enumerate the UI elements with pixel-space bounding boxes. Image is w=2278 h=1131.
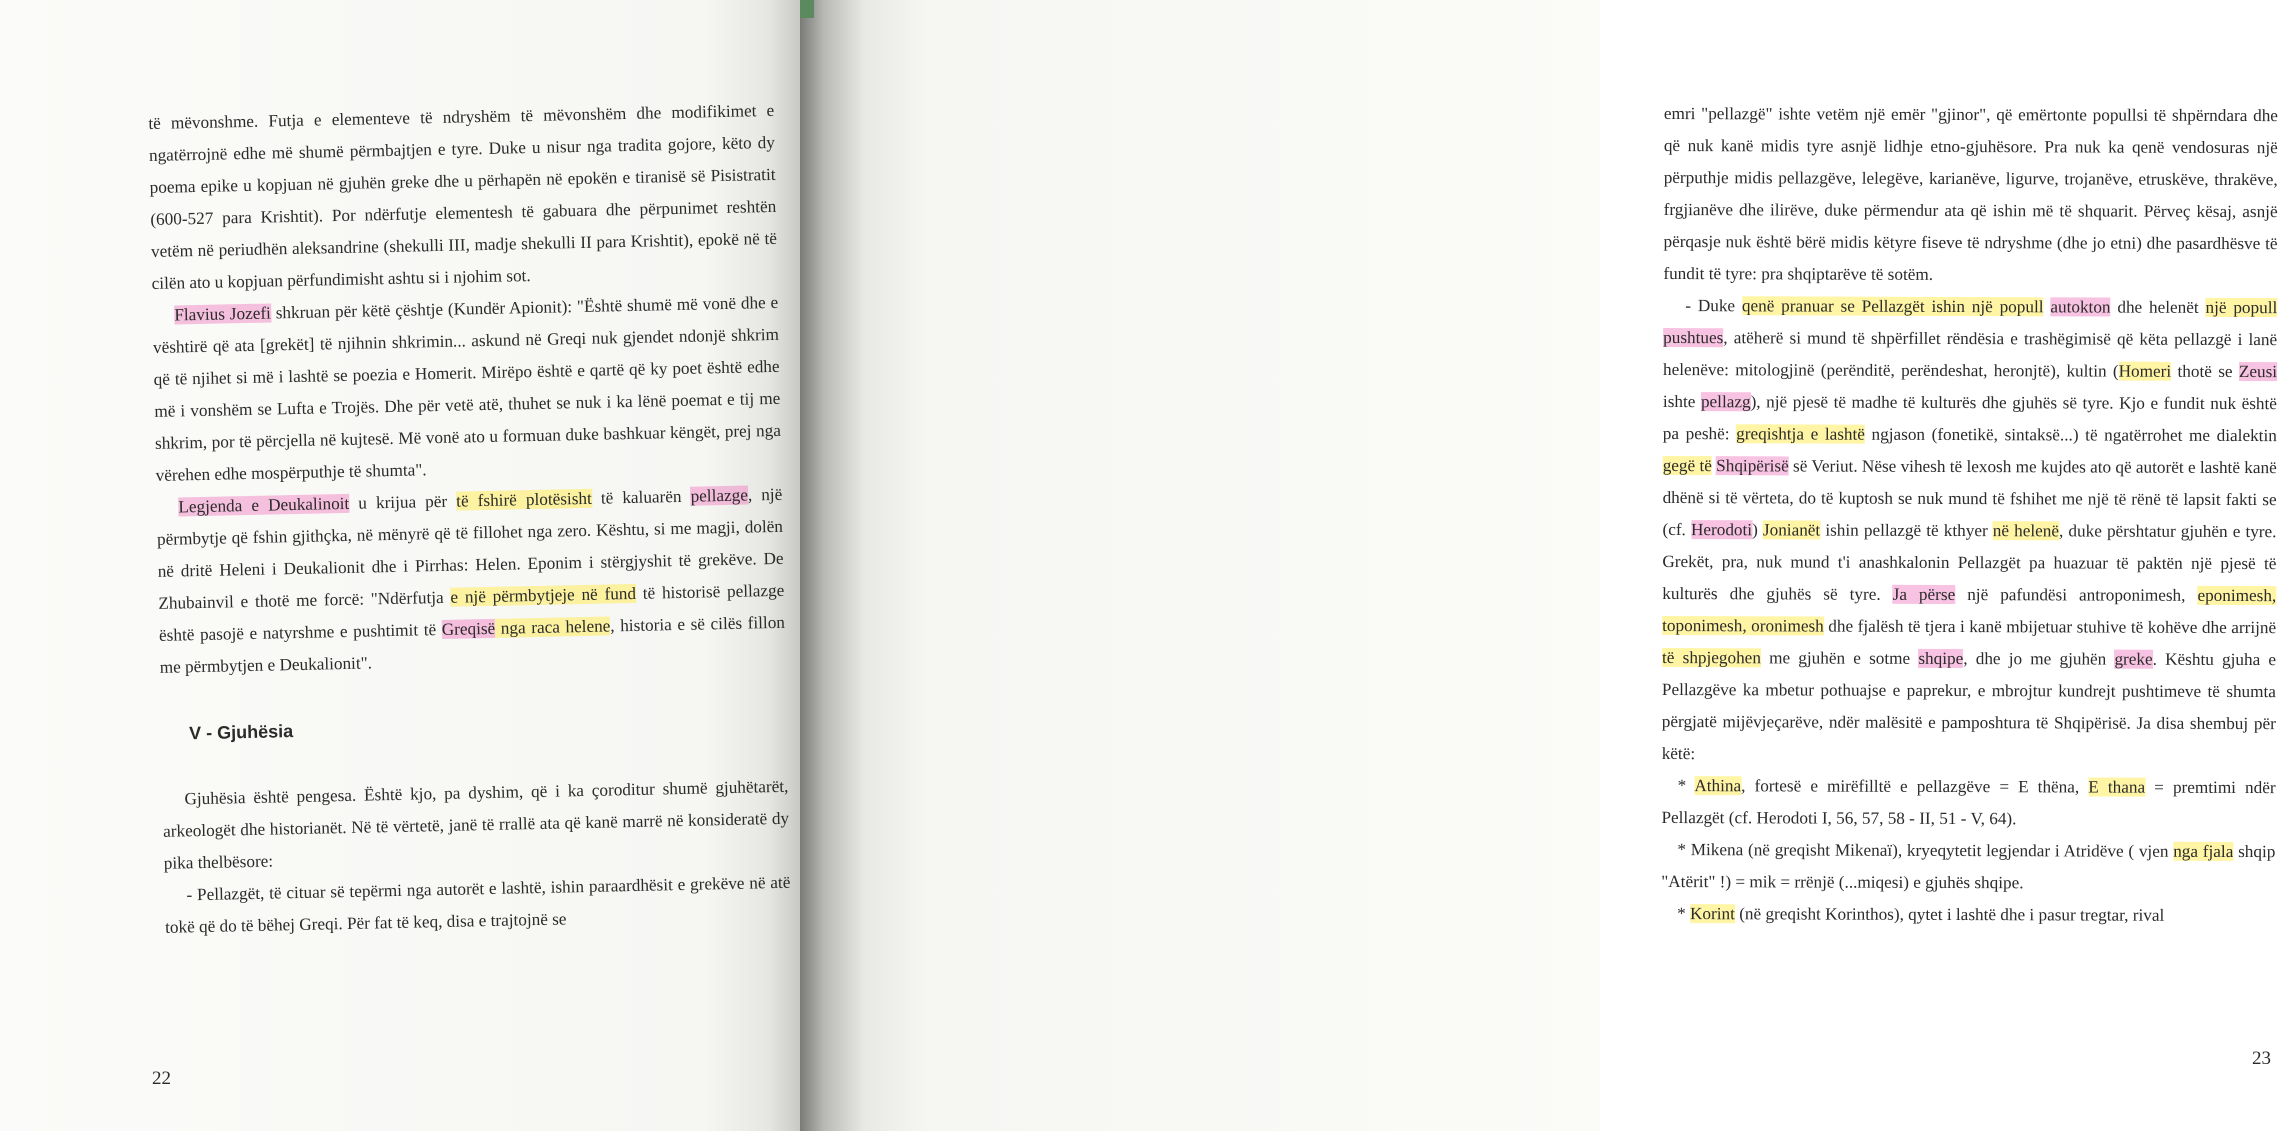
section-heading: V - Gjuhësia	[188, 721, 294, 744]
left-paragraph-2	[152, 287, 782, 492]
highlighted-text-pink: Herodoti	[1690, 520, 1753, 540]
highlighted-text-pink: greke	[2114, 649, 2153, 669]
highlighted-text-pink: pushtues	[1663, 327, 1724, 348]
text-run: ishte	[1662, 391, 1702, 412]
text-run: thotë se	[2171, 361, 2239, 382]
example-korint	[1661, 898, 2275, 932]
text-run: shqip "Atërit" !) = mik = rrënjë (...miqesi) e gjuhës shqipe.	[1661, 841, 2276, 893]
right-paragraph-1	[1663, 98, 2278, 292]
text-run: të kaluarën	[591, 486, 691, 508]
page-number-left: 22	[152, 1068, 171, 1089]
highlighted-text-yellow: greqishtja e lashtë	[1736, 424, 1865, 444]
highlighted-text-pink: Zeusi	[2238, 362, 2278, 382]
text-run: një pafundësi antroponimesh,	[1955, 585, 2198, 605]
text-run: = premtimi ndër Pellazgët (cf. Herodoti I, 56, 57, 58 - II, 51 - V, 64).	[1661, 777, 2276, 829]
left-paragraph-4	[162, 771, 790, 880]
highlighted-text-yellow: E thana	[2088, 777, 2146, 797]
highlighted-text-pink: autokton	[2050, 297, 2111, 317]
left-paragraph-3	[156, 479, 786, 684]
text-run: , një përmbytje që fshin gjithçka, në mënyrë që të fillohet nga zero. Kështu, si me magji, dolën në dritë Heleni i Deukalionit dhe i Pirrhas: Helen. Eponim i stërgjyshit të grekëve. De Zhubainvil e thotë me forcë: "Ndërfutja	[156, 484, 784, 613]
highlighted-text-pink: Legjenda e Deukalinoit	[178, 493, 350, 517]
highlighted-text-yellow: gegë të	[1662, 455, 1712, 476]
text-run: - Duke	[1685, 296, 1742, 316]
text-run: ishin pellazgë të kthyer	[1820, 520, 1993, 541]
text-run: dhe helenët	[2110, 297, 2206, 317]
left-paragraph-5	[164, 867, 791, 944]
page-number-right: 23	[2252, 1048, 2271, 1069]
right-paragraph-2	[1662, 290, 2278, 772]
highlighted-text-yellow: të fshirë plotësisht	[455, 488, 592, 511]
highlighted-text-pink: shqipe	[1918, 648, 1964, 669]
gutter-tab-mark	[800, 0, 814, 18]
highlighted-text-yellow: nga raca helene	[494, 616, 611, 638]
text-run: shkruan për këtë çështje (Kundër Apionit): "Është shumë më vonë dhe e vështirë që ata [grekët] të njihnin shkrimin... askund në Greqi nuk gjendet ndonjë shkrim që të njihet si më i lashtë se poezia e Homerit. Mirëpo është e qartë që ky poet është edhe më i vonshëm se Lufta e Trojës. Dhe për vetë atë, thuhet se nuk i ka lënë poemat e tij me shkrim, por të përcjella në kujtesë. Më vonë ato u formuan duke bashkuar këngët, prej nga vërehen edhe mospërputhje të shumta".	[152, 292, 782, 485]
highlighted-text-yellow: nga fjala	[2173, 841, 2234, 861]
highlighted-text-pink: Flavius Jozefi	[174, 303, 272, 325]
text-run: , fortesë e mirëfilltë e pellazgëve = E thëna,	[1741, 776, 2089, 797]
text-run: , historia e së cilës fillon me përmbytjen e Deukalionit".	[159, 612, 786, 677]
highlighted-text-yellow: një popull	[2205, 297, 2278, 318]
highlighted-text-yellow: të shpjegohen	[1662, 647, 1761, 668]
highlighted-text-yellow: eponimesh, toponimesh, oronimesh	[1662, 585, 2277, 636]
text-run: , atëherë si mund të shpërfillet rëndësia e trashëgimisë që këta pellazgë i lanë helenëve: mitologjinë (perënditë, perëndeshat, heronjtë), kultin (	[1663, 328, 2278, 381]
highlighted-text-yellow: qenë pranuar se Pellazgët ishin një popull	[1741, 296, 2044, 317]
text-run: , duke përshtatur gjuhën e tyre. Grekët, pra, nuk mund t'i anashkalonin Pellazgët pa huazuar të paktën një pjesë të kulturës dhe gjuhës së tyre.	[1662, 521, 2277, 604]
example-athina	[1661, 770, 2275, 836]
highlighted-text-yellow: Jonianët	[1762, 520, 1821, 540]
left-paragraph-1	[148, 95, 778, 300]
highlighted-text-pink: Greqisë	[441, 618, 496, 639]
highlighted-text-yellow: e një përmbytjeje në fund	[450, 583, 637, 607]
left-page	[0, 0, 800, 1131]
highlighted-text-pink: pellazge	[690, 485, 749, 506]
text-run: së Veriut. Nëse vihesh të lexosh me kujdes ato që autorët e lashtë kanë dhënë si të vërteta, do të kuptosh se nuk mund të fshihet me një të rënë të lapsit fakti se (cf.	[1662, 456, 2277, 540]
highlighted-text-pink: Ja përse	[1892, 584, 1956, 605]
text-run: - Pellazgët, të cituar së tepërmi nga autorët e lashtë, ishin paraardhësit e grekëve në atë tokë që do të bëhej Greqi. Për fat të keq, disa e trajtojnë se	[164, 872, 791, 937]
highlighted-text-pink: Shqipërisë	[1716, 456, 1789, 476]
text-run: emri "pellazgë" ishte vetëm një emër "gjinor", që emërtonte popullsi të shpërndara dhe që nuk kanë midis tyre asnjë lidhje etno-gjuhësore. Pra nuk ka qenë vendosuras një përputhje midis pellazgëve, lelegëve, karianëve, ligurve, trojanëve, etruskëve, thrakëve, frgjianëve dhe ilirëve, duke përmendur ata që ishin më të shquarit. Përveç kësaj, asnjë përqasje nuk është bërë midis këtyre fiseve të ndryshme (dhe jo etni) dhe pasardhësve të fundit të tyre: pra shqiptarëve të sotëm.	[1663, 103, 2278, 284]
text-run: ), një pjesë të madhe të kulturës dhe gjuhës së tyre. Kjo e fundit nuk është pa peshë:	[1662, 392, 2277, 444]
text-run: u krijua për	[349, 491, 457, 513]
left-page-text	[148, 95, 791, 944]
text-run: të mëvonshme. Futja e elementeve të ndryshëm të mëvonshëm dhe modifikimet e ngatërrojnë edhe më shumë përmbajtjen e tyre. Duke u nisur nga tradita gojore, këto dy poema epike u kopjuan në gjuhën greke dhe u përhapën në epokën e tiranisë së Pisistratit (600-527 para Krishtit). Por ndërfutje elementesh të gabuara dhe përpunimet reshtën vetëm në periudhën aleksandrine (shekulli III, madje shekulli II para Krishtit), epokë në të cilën ato u kopjuan përfundimisht ashtu si i njohim sot.	[148, 100, 778, 293]
text-run: . Kështu gjuha e Pellazgëve ka mbetur pothuajse e paprekur, e mbrojtur kundrejt pushtimeve të shumta përgjatë mijëvjeçarëve, ndër malësitë e pamposhtura të Shqipërisë. Ja disa shembuj për këtë:	[1661, 649, 2277, 764]
text-run: *	[1677, 904, 1691, 924]
text-run: me gjuhën e sotme	[1760, 648, 1919, 668]
highlighted-text-yellow: në helenë	[1992, 521, 2060, 541]
text-run: , dhe jo me gjuhën	[1963, 649, 2115, 669]
text-run: të historisë pellazge është pasojë e natyrshme e pushtimit të	[158, 580, 785, 645]
highlighted-text-yellow: Athina	[1694, 776, 1742, 796]
example-mikena	[1661, 834, 2275, 900]
text-run: dhe fjalësh të tjera i kanë mbijetuar stuhive të kohëve dhe arrijnë	[1823, 616, 2277, 638]
right-page-text	[1661, 98, 2278, 932]
highlighted-text-yellow: Homeri	[2118, 361, 2172, 381]
text-run: ngjason (fonetikë, sintaksë...) të ngatërrohet me dialektin	[1864, 424, 2277, 446]
text-run: * Mikena (në greqisht Mikenaï), kryeqytetit legjendar i Atridëve ( vjen	[1677, 840, 2174, 861]
highlighted-text-yellow: Korint	[1690, 904, 1735, 924]
text-run: *	[1677, 776, 1695, 796]
right-page	[800, 0, 2278, 1131]
text-run: Gjuhësia është pengesa. Është kjo, pa dyshim, që i ka çoroditur shumë gjuhëtarët, arkeologët dhe historianët. Në të vërtetë, janë të rrallë ata që kanë marrë në konsideratë dy pika thelbësore:	[162, 776, 790, 873]
text-run: )	[1752, 520, 1763, 540]
highlighted-text-pink: pellazg	[1700, 392, 1751, 412]
text-run: (në greqisht Korinthos), qytet i lashtë dhe i pasur tregtar, rival	[1734, 904, 2165, 925]
